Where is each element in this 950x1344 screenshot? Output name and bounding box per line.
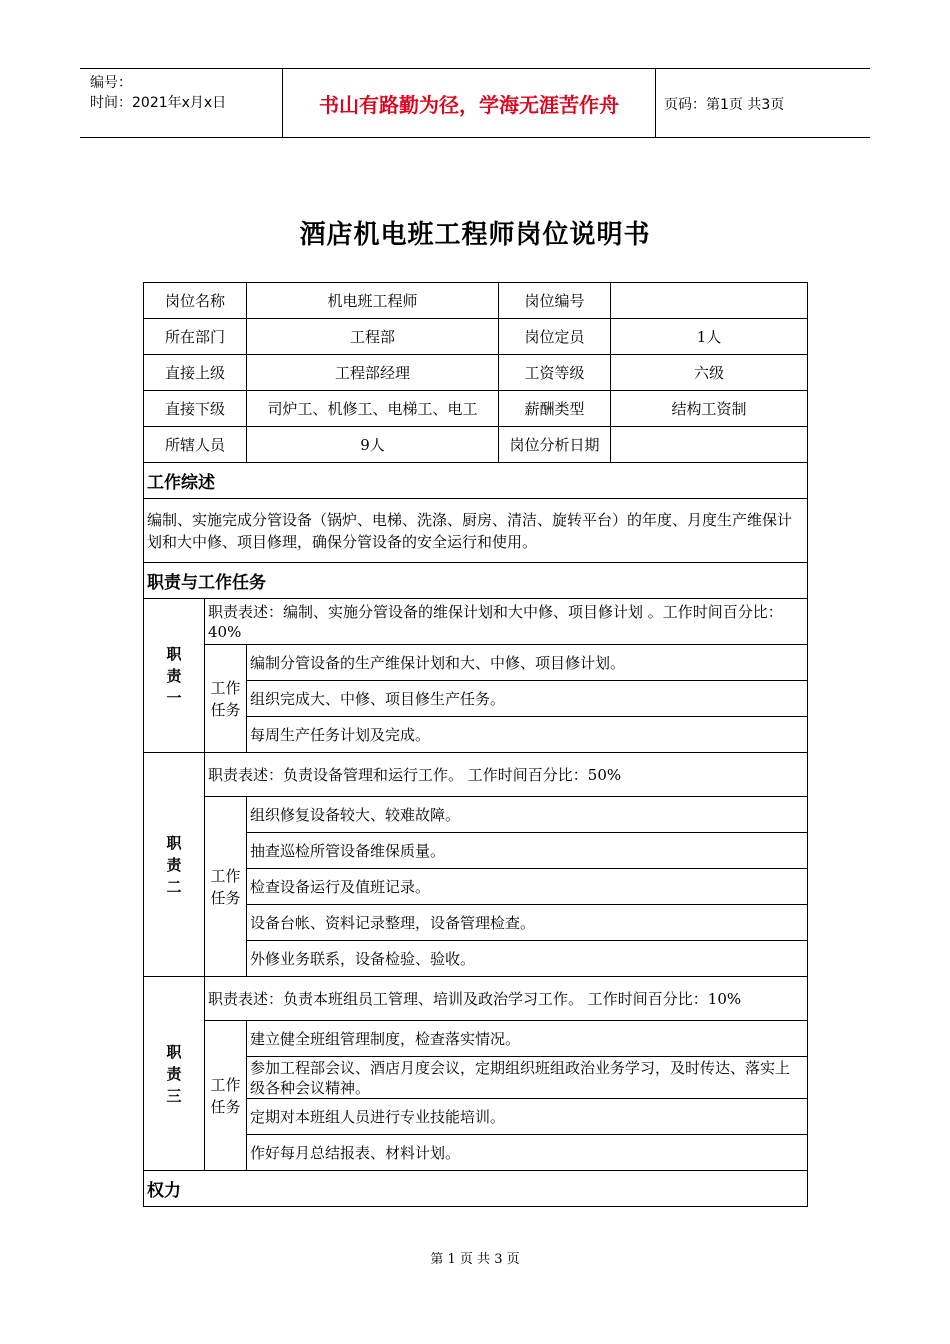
- task-item: 每周生产任务计划及完成。: [247, 717, 808, 753]
- info-value: 工程部: [247, 319, 499, 355]
- header-motto: 书山有路勤为径，学海无涯苦作舟: [282, 69, 656, 137]
- job-description-table: [143, 282, 808, 1207]
- duty-name-char: 责: [166, 855, 182, 874]
- header-page-info: 页码：第1页 共3页: [664, 97, 785, 113]
- duty-description: 职责表述：编制、实施分管设备的维保计划和大中修、项目修计划 。工作时间百分比：40%: [205, 599, 808, 645]
- info-row: [144, 355, 808, 391]
- task-item: 定期对本班组人员进行专业技能培训。: [247, 1099, 808, 1135]
- page-header: [80, 68, 870, 138]
- info-row: [144, 319, 808, 355]
- info-value: [611, 283, 808, 319]
- task-item: 参加工程部会议、酒店月度会议，定期组织班组政治业务学习，及时传达、落实上级各种会议精神。: [247, 1057, 808, 1099]
- task-row: [144, 645, 808, 681]
- duty-name: [144, 599, 205, 753]
- info-row: [144, 427, 808, 463]
- summary-row: [144, 499, 808, 563]
- info-label: 岗位分析日期: [499, 427, 611, 463]
- duty-name: [144, 977, 205, 1171]
- power-heading: 权力: [144, 1171, 808, 1207]
- info-label: 岗位名称: [144, 283, 247, 319]
- info-label: 所在部门: [144, 319, 247, 355]
- info-label: 工资等级: [499, 355, 611, 391]
- duty-description: 职责表述：负责本班组员工管理、培训及政治学习工作。 工作时间百分比：10%: [205, 977, 808, 1021]
- task-item: 作好每月总结报表、材料计划。: [247, 1135, 808, 1171]
- info-value: 结构工资制: [611, 391, 808, 427]
- doc-number-label: 编号：: [90, 75, 132, 91]
- task-item: 抽查巡检所管设备维保质量。: [247, 833, 808, 869]
- section-row: [144, 1171, 808, 1207]
- task-item: 外修业务联系，设备检验、验收。: [247, 941, 808, 977]
- info-label: 岗位定员: [499, 319, 611, 355]
- info-value: 机电班工程师: [247, 283, 499, 319]
- task-row: [144, 797, 808, 833]
- duty-desc-row: [144, 599, 808, 645]
- task-label: 工作 任务: [205, 1021, 247, 1171]
- document-title: 酒店机电班工程师岗位说明书: [299, 220, 651, 250]
- info-row: [144, 391, 808, 427]
- section-row: [144, 463, 808, 499]
- duty-name-char: 职: [166, 1042, 182, 1061]
- info-row: [144, 283, 808, 319]
- summary-heading: 工作综述: [144, 463, 808, 499]
- duty-name-char: 三: [166, 1086, 182, 1105]
- info-label: 直接上级: [144, 355, 247, 391]
- duty-name-char: 职: [166, 833, 182, 852]
- task-item: 组织完成大、中修、项目修生产任务。: [247, 681, 808, 717]
- task-item: 编制分管设备的生产维保计划和大、中修、项目修计划。: [247, 645, 808, 681]
- duty-name-char: 责: [166, 1064, 182, 1083]
- info-label: 直接下级: [144, 391, 247, 427]
- task-item: 设备台帐、资料记录整理，设备管理检查。: [247, 905, 808, 941]
- duty-name: [144, 753, 205, 977]
- duty-name-char: 二: [166, 877, 182, 896]
- task-label: 工作 任务: [205, 645, 247, 753]
- info-value: [611, 427, 808, 463]
- info-label: 岗位编号: [499, 283, 611, 319]
- duty-name-char: 责: [166, 666, 182, 685]
- task-item: 组织修复设备较大、较难故障。: [247, 797, 808, 833]
- info-label: 所辖人员: [144, 427, 247, 463]
- summary-text: 编制、实施完成分管设备（锅炉、电梯、洗涤、厨房、清洁、旋转平台）的年度、月度生产维保计划和大中修、项目修理，确保分管设备的安全运行和使用。: [144, 499, 808, 563]
- duty-desc-row: [144, 977, 808, 1021]
- task-item: 建立健全班组管理制度，检查落实情况。: [247, 1021, 808, 1057]
- page-footer: 第 1 页 共 3 页: [430, 1252, 520, 1267]
- info-value: 工程部经理: [247, 355, 499, 391]
- info-value: 六级: [611, 355, 808, 391]
- duty-description: 职责表述：负责设备管理和运行工作。 工作时间百分比：50%: [205, 753, 808, 797]
- info-label: 薪酬类型: [499, 391, 611, 427]
- duties-heading: 职责与工作任务: [144, 563, 808, 599]
- task-label: 工作 任务: [205, 797, 247, 977]
- header-meta: [90, 73, 226, 113]
- duty-name-char: 职: [166, 644, 182, 663]
- info-value: 1人: [611, 319, 808, 355]
- info-value: 司炉工、机修工、电梯工、电工: [247, 391, 499, 427]
- duty-name-char: 一: [166, 688, 182, 707]
- info-value: 9人: [247, 427, 499, 463]
- duty-desc-row: [144, 753, 808, 797]
- task-item: 检查设备运行及值班记录。: [247, 869, 808, 905]
- doc-date-label: 时间：2021年x月x日: [90, 95, 227, 111]
- task-row: [144, 1021, 808, 1057]
- section-row: [144, 563, 808, 599]
